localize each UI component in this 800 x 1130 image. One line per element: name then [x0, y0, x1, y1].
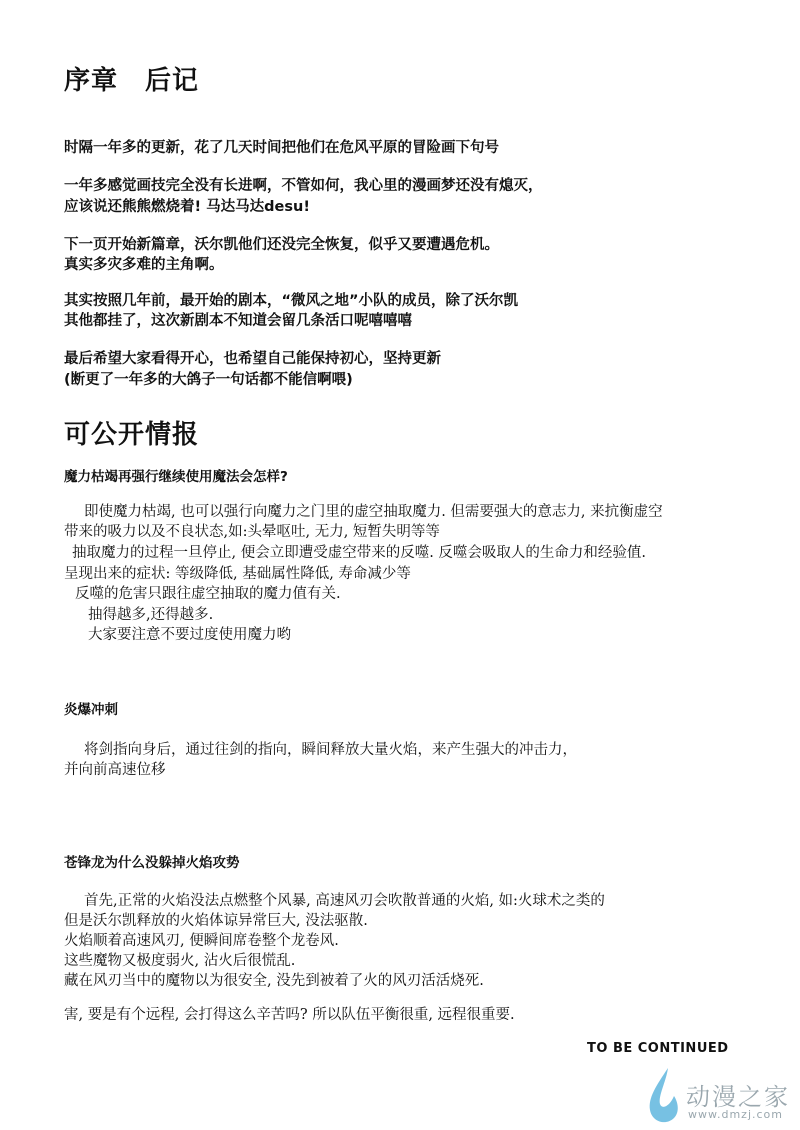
afterword-line: 真实多灾多难的主角啊。: [64, 257, 224, 273]
afterword-line: 下一页开始新篇章，沃尔凯他们还没完全恢复，似乎又要遭遇危机。: [64, 237, 499, 253]
section-line: 首先,正常的火焰没法点燃整个风暴, 高速风刃会吹散普通的火焰, 如:火球术之类的: [84, 893, 605, 909]
section-line: 呈现出来的症状: 等级降低, 基础属性降低, 寿命减少等: [64, 566, 411, 582]
afterword-line: 最后希望大家看得开心，也希望自己能保持初心，坚持更新: [64, 351, 441, 367]
section-line: 反噬的危害只跟往虚空抽取的魔力值有关.: [75, 586, 341, 602]
droplet-logo-icon: [646, 1066, 682, 1128]
afterword-line: 时隔一年多的更新，花了几天时间把他们在危风平原的冒险画下句号: [64, 140, 499, 156]
section-title: 魔力枯竭再强行继续使用魔法会怎样?: [64, 469, 288, 485]
section-line: 火焰顺着高速风刃, 便瞬间席卷整个龙卷风.: [64, 933, 339, 949]
afterword-line: 一年多感觉画技完全没有长进啊，不管如何，我心里的漫画梦还没有熄灭，: [64, 178, 543, 194]
afterword-line: 其实按照几年前，最开始的剧本，“微风之地”小队的成员，除了沃尔凯: [64, 293, 519, 309]
section-line: 大家要注意不要过度使用魔力哟: [88, 627, 291, 643]
afterword-line: 其他都挂了，这次新剧本不知道会留几条活口呢嘻嘻嘻: [64, 313, 412, 329]
section-title: 苍锋龙为什么没躲掉火焰攻势: [64, 855, 240, 871]
section-line: 带来的吸力以及不良状态,如:头晕呕吐, 无力, 短暂失明等等: [64, 524, 440, 540]
afterword-heading: 序章 后记: [64, 66, 200, 96]
section-line: 害, 要是有个远程, 会打得这么辛苦吗? 所以队伍平衡很重, 远程很重要.: [64, 1007, 515, 1023]
section-line: 藏在风刃当中的魔物以为很安全, 没先到被着了火的风刃活活烧死.: [64, 973, 484, 989]
watermark-logo-text: 动漫之家: [686, 1083, 790, 1111]
section-title: 炎爆冲刺: [64, 702, 118, 718]
afterword-line: 应该说还熊熊燃烧着! 马达马达desu!: [64, 199, 310, 215]
section-line: 将剑指向身后，通过往剑的指向，瞬间释放大量火焰，来产生强大的冲击力，: [84, 742, 577, 758]
public-info-heading: 可公开情报: [64, 420, 200, 450]
section-line: 并向前高速位移: [64, 762, 166, 778]
section-line: 这些魔物又极度弱火, 沾火后很慌乱.: [64, 953, 296, 969]
to-be-continued: TO BE CONTINUED: [587, 1041, 729, 1056]
section-line: 但是沃尔凯释放的火焰体谅异常巨大, 没法驱散.: [64, 913, 368, 929]
section-line: 即使魔力枯竭, 也可以强行向魔力之门里的虚空抽取魔力. 但需要强大的意志力, 来抗衡虚空: [84, 504, 663, 520]
section-line: 抽得越多,还得越多.: [88, 607, 214, 623]
section-line: 抽取魔力的过程一旦停止, 便会立即遭受虚空带来的反噬. 反噬会吸取人的生命力和经验值.: [72, 545, 647, 561]
afterword-line: (断更了一年多的大鸽子一句话都不能信啊喂): [64, 372, 353, 388]
watermark-url: www.dmzj.com: [688, 1108, 783, 1121]
